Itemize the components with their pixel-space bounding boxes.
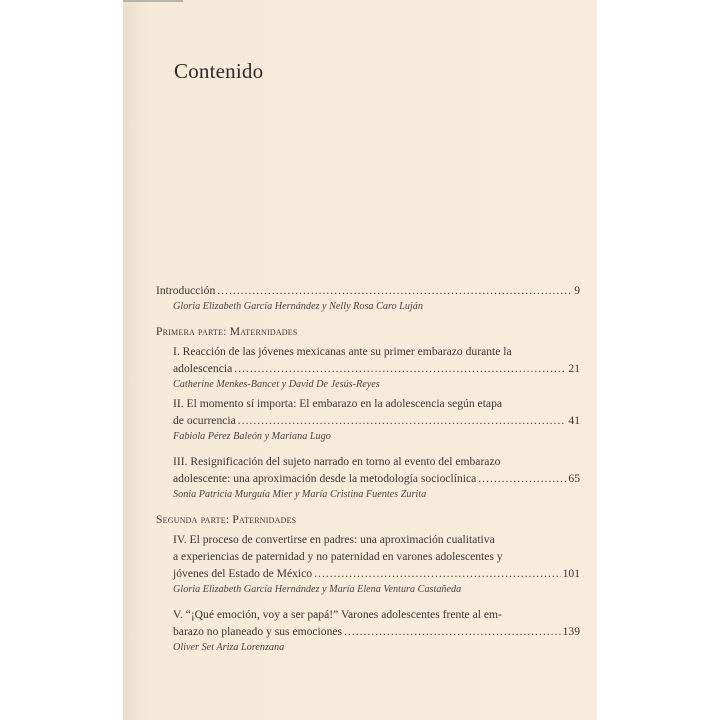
toc-entry-authors: Gloria Elizabeth García Hernández y Nelly Rosa Caro Luján (173, 301, 423, 312)
toc-entry-title-line: barazo no planeado y sus emociones (173, 625, 343, 638)
toc-page-number: 139 (562, 625, 580, 638)
table-of-contents (156, 282, 580, 655)
leader-dots (314, 565, 561, 582)
toc-entry-authors: Gloria Elizabeth García Hernández y María Elena Ventura Castañeda (173, 584, 462, 595)
leader-dots (344, 623, 561, 640)
page-title: Contenido (174, 59, 264, 83)
toc-entry-authors: Fabiola Pérez Baleón y Mariana Lugo (173, 431, 331, 442)
leader-dots (217, 282, 572, 299)
toc-entry-title-line: V. “¡Qué emoción, voy a ser papá!” Varones adolescentes frente al em- (173, 608, 502, 621)
toc-entry-authors: Catherine Menkes-Bancet y David De Jesús-Reyes (173, 379, 380, 390)
section-heading-part-1: Primera parte: Maternidades (156, 325, 298, 338)
toc-entry-chapter-3[interactable] (156, 453, 580, 502)
toc-page-number: 9 (574, 284, 580, 297)
toc-entry-title-line: adolescente: una aproximación desde la metodología socioclínica (173, 472, 477, 485)
toc-entry-introduction[interactable] (156, 282, 580, 299)
toc-entry-chapter-1[interactable] (156, 343, 580, 392)
toc-entry-chapter-2[interactable] (156, 395, 580, 444)
toc-entry-title-line: de ocurrencia (173, 414, 236, 427)
leader-dots (234, 360, 566, 377)
toc-entry-title: Introducción (156, 284, 216, 297)
toc-entry-title-line: III. Resignificación del sujeto narrado en torno al evento del embarazo (173, 455, 501, 468)
toc-entry-title-line: a experiencias de paternidad y no paternidad en varones adolescentes y (173, 550, 503, 563)
toc-page-number: 41 (568, 414, 580, 427)
bleed-through-text (380, 62, 590, 242)
toc-page-number: 65 (568, 472, 580, 485)
toc-entry-authors: Sonia Patricia Murguía Mier y María Cristina Fuentes Zurita (173, 489, 427, 500)
toc-page-number: 101 (562, 567, 580, 580)
toc-entry-title-line: I. Reacción de las jóvenes mexicanas ante su primer embarazo durante la (173, 345, 512, 358)
toc-entry-title-line: IV. El proceso de convertirse en padres: una aproximación cualitativa (173, 533, 495, 546)
leader-dots (238, 412, 567, 429)
book-page (123, 0, 597, 720)
toc-entry-chapter-5[interactable] (156, 606, 580, 655)
section-heading-part-2: Segunda parte: Paternidades (156, 513, 297, 526)
toc-entry-chapter-4[interactable] (156, 531, 580, 597)
toc-page-number: 21 (568, 362, 580, 375)
toc-entry-authors: Oliver Set Ariza Lorenzana (173, 642, 285, 653)
toc-entry-title-line: jóvenes del Estado de México (173, 567, 313, 580)
toc-entry-title-line: II. El momento sí importa: El embarazo en la adolescencia según etapa (173, 397, 503, 410)
toc-entry-title-line: adolescencia (173, 362, 233, 375)
leader-dots (478, 470, 566, 487)
